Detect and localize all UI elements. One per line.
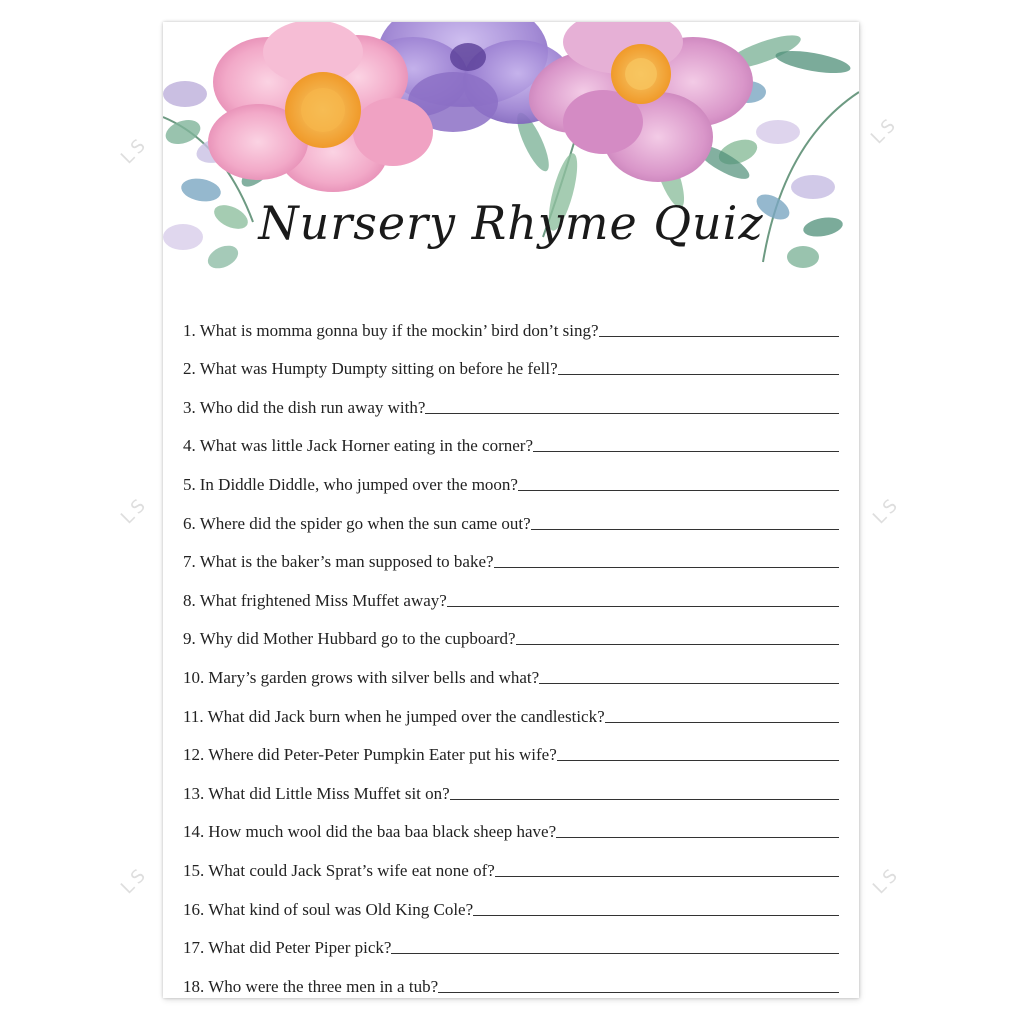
watermark: LS	[868, 862, 905, 899]
question-number: 8.	[183, 590, 196, 610]
question-number: 5.	[183, 474, 196, 494]
question-text: What is the baker’s man supposed to bake?	[199, 552, 494, 572]
question-number: 11.	[183, 706, 204, 726]
watermark: LS	[116, 132, 153, 169]
question-item	[183, 534, 839, 573]
answer-line[interactable]	[473, 915, 839, 916]
answer-line[interactable]	[450, 799, 839, 800]
question-number: 7.	[183, 552, 196, 572]
question-item	[183, 341, 839, 380]
question-item	[183, 456, 839, 495]
watermark: LS	[116, 492, 153, 529]
question-text: What did Jack burn when he jumped over the candlestick?	[207, 706, 605, 726]
question-number: 9.	[183, 629, 196, 649]
question-item	[183, 688, 839, 727]
question-number: 3.	[183, 397, 196, 417]
question-text: What was Humpty Dumpty sitting on before he fell?	[199, 359, 558, 379]
answer-line[interactable]	[438, 992, 839, 993]
question-text: What was little Jack Horner eating in the corner?	[199, 436, 534, 456]
question-item	[183, 495, 839, 534]
question-item	[183, 572, 839, 611]
question-list	[183, 302, 839, 997]
answer-line[interactable]	[599, 336, 839, 337]
question-number: 13.	[183, 783, 205, 803]
answer-line[interactable]	[605, 722, 839, 723]
question-item	[183, 727, 839, 766]
question-text: Who were the three men in a tub?	[208, 976, 439, 996]
question-text: How much wool did the baa baa black sheep have?	[208, 822, 557, 842]
question-item	[183, 920, 839, 959]
question-text: Why did Mother Hubbard go to the cupboard?	[199, 629, 516, 649]
question-item	[183, 302, 839, 341]
question-text: What did Little Miss Muffet sit on?	[208, 783, 450, 803]
answer-line[interactable]	[531, 529, 839, 530]
question-number: 2.	[183, 359, 196, 379]
question-text: Where did the spider go when the sun came out?	[199, 513, 531, 533]
question-text: Mary’s garden grows with silver bells and what?	[208, 667, 540, 687]
question-item	[183, 611, 839, 650]
question-number: 15.	[183, 860, 205, 880]
question-text: What frightened Miss Muffet away?	[199, 590, 447, 610]
question-item	[183, 379, 839, 418]
question-number: 4.	[183, 436, 196, 456]
question-number: 16.	[183, 899, 205, 919]
watermark: LS	[868, 492, 905, 529]
question-number: 6.	[183, 513, 196, 533]
question-text: Where did Peter-Peter Pumpkin Eater put his wife?	[208, 745, 557, 765]
question-number: 17.	[183, 938, 205, 958]
answer-line[interactable]	[447, 606, 839, 607]
question-number: 1.	[183, 320, 196, 340]
answer-line[interactable]	[425, 413, 839, 414]
question-item	[183, 958, 839, 997]
answer-line[interactable]	[494, 567, 839, 568]
answer-line[interactable]	[556, 837, 839, 838]
question-number: 12.	[183, 745, 205, 765]
question-text: What did Peter Piper pick?	[208, 938, 392, 958]
answer-line[interactable]	[391, 953, 839, 954]
question-number: 10.	[183, 667, 205, 687]
question-text: What kind of soul was Old King Cole?	[208, 899, 474, 919]
page-title: Nursery Rhyme Quiz	[258, 196, 764, 250]
question-text: Who did the dish run away with?	[199, 397, 426, 417]
answer-line[interactable]	[516, 644, 839, 645]
watermark: LS	[116, 862, 153, 899]
question-item	[183, 804, 839, 843]
question-item	[183, 881, 839, 920]
question-item	[183, 842, 839, 881]
question-text: What is momma gonna buy if the mockin’ bird don’t sing?	[199, 320, 599, 340]
answer-line[interactable]	[518, 490, 839, 491]
answer-line[interactable]	[495, 876, 839, 877]
question-item	[183, 765, 839, 804]
answer-line[interactable]	[558, 374, 839, 375]
question-item	[183, 418, 839, 457]
answer-line[interactable]	[539, 683, 839, 684]
question-text: What could Jack Sprat’s wife eat none of?	[208, 860, 495, 880]
answer-line[interactable]	[557, 760, 839, 761]
quiz-card	[163, 22, 859, 998]
question-number: 14.	[183, 822, 205, 842]
question-number: 18.	[183, 976, 205, 996]
question-item	[183, 649, 839, 688]
watermark: LS	[866, 112, 903, 149]
question-text: In Diddle Diddle, who jumped over the moon?	[199, 474, 518, 494]
answer-line[interactable]	[533, 451, 839, 452]
